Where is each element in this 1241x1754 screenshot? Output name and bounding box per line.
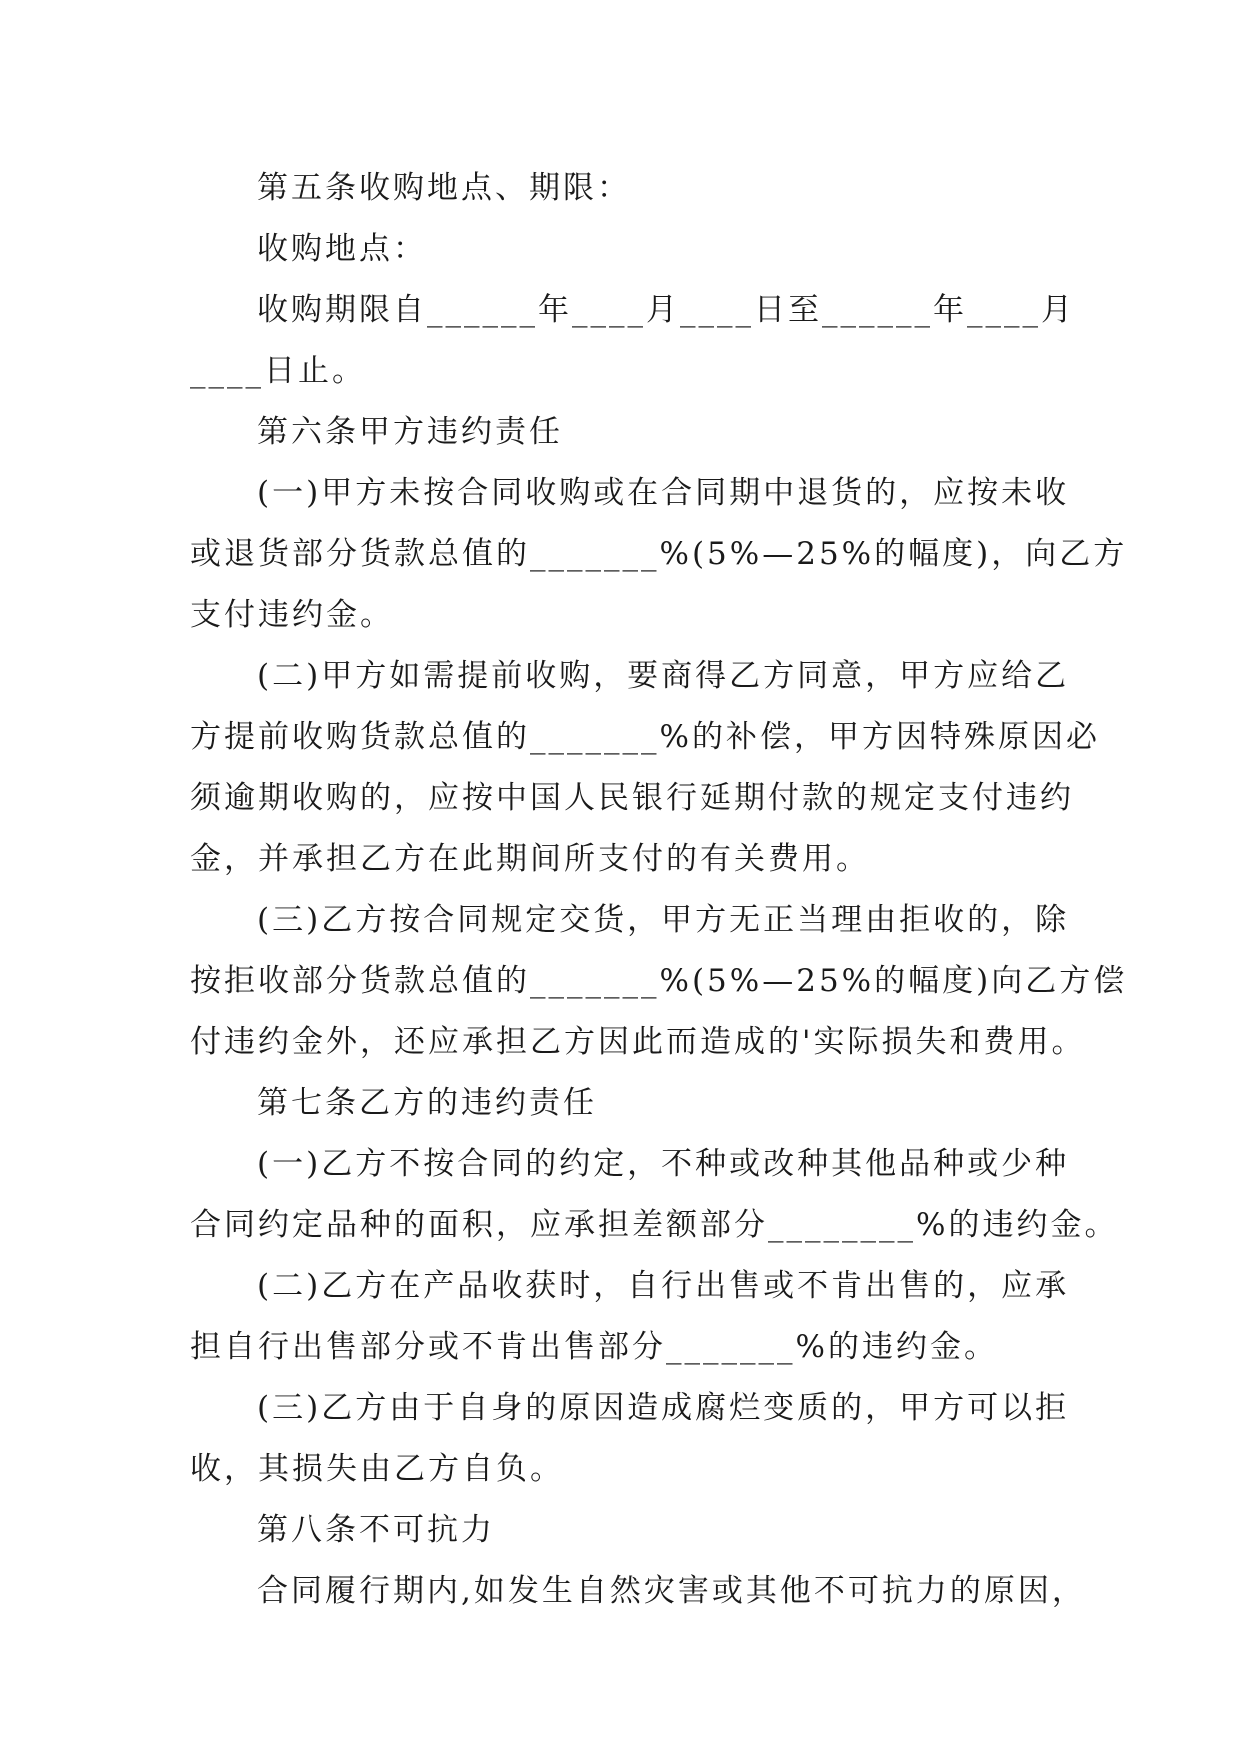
text-line: 或退货部分货款总值的_______%(5%—25%的幅度)，向乙方 xyxy=(190,536,1128,572)
text-line: 合同履行期内,如发生自然灾害或其他不可抗力的原因， xyxy=(257,1573,1086,1609)
text-line: 方提前收购货款总值的_______%的补偿，甲方因特殊原因必 xyxy=(190,719,1100,755)
text-line: 担自行出售部分或不肯出售部分_______%的违约金。 xyxy=(190,1329,998,1365)
document-page xyxy=(190,158,1128,1622)
text-line: 支付违约金。 xyxy=(190,597,394,633)
section-heading: 第八条不可抗力 xyxy=(257,1512,495,1548)
text-line: (一)甲方未按合同收购或在合同期中退货的，应按未收 xyxy=(257,475,1070,511)
text-line: (二)乙方在产品收获时，自行出售或不肯出售的，应承 xyxy=(257,1268,1070,1304)
text-line: 收，其损失由乙方自负。 xyxy=(190,1451,564,1487)
text-line: 第五条收购地点、期限： xyxy=(257,170,631,206)
text-line: (二)甲方如需提前收购，要商得乙方同意，甲方应给乙 xyxy=(257,658,1070,694)
section-heading: 第六条甲方违约责任 xyxy=(257,414,563,450)
text-line: (一)乙方不按合同的约定，不种或改种其他品种或少种 xyxy=(257,1146,1070,1182)
text-line: ____日止。 xyxy=(190,353,366,389)
section-heading: 第七条乙方的违约责任 xyxy=(257,1085,597,1121)
text-line: 金，并承担乙方在此期间所支付的有关费用。 xyxy=(190,841,870,877)
text-line: 须逾期收购的，应按中国人民银行延期付款的规定支付违约 xyxy=(190,780,1074,816)
text-line: 合同约定品种的面积，应承担差额部分________%的违约金。 xyxy=(190,1207,1119,1243)
text-line: (三)乙方按合同规定交货，甲方无正当理由拒收的，除 xyxy=(257,902,1070,938)
text-line: 付违约金外，还应承担乙方因此而造成的'实际损失和费用。 xyxy=(190,1024,1086,1060)
text-line: 按拒收部分货款总值的_______%(5%—25%的幅度)向乙方偿 xyxy=(190,963,1128,999)
text-line: 收购地点： xyxy=(257,231,427,267)
text-line: (三)乙方由于自身的原因造成腐烂变质的，甲方可以拒 xyxy=(257,1390,1070,1426)
text-line: 收购期限自______年____月____日至______年____月 xyxy=(257,292,1075,328)
